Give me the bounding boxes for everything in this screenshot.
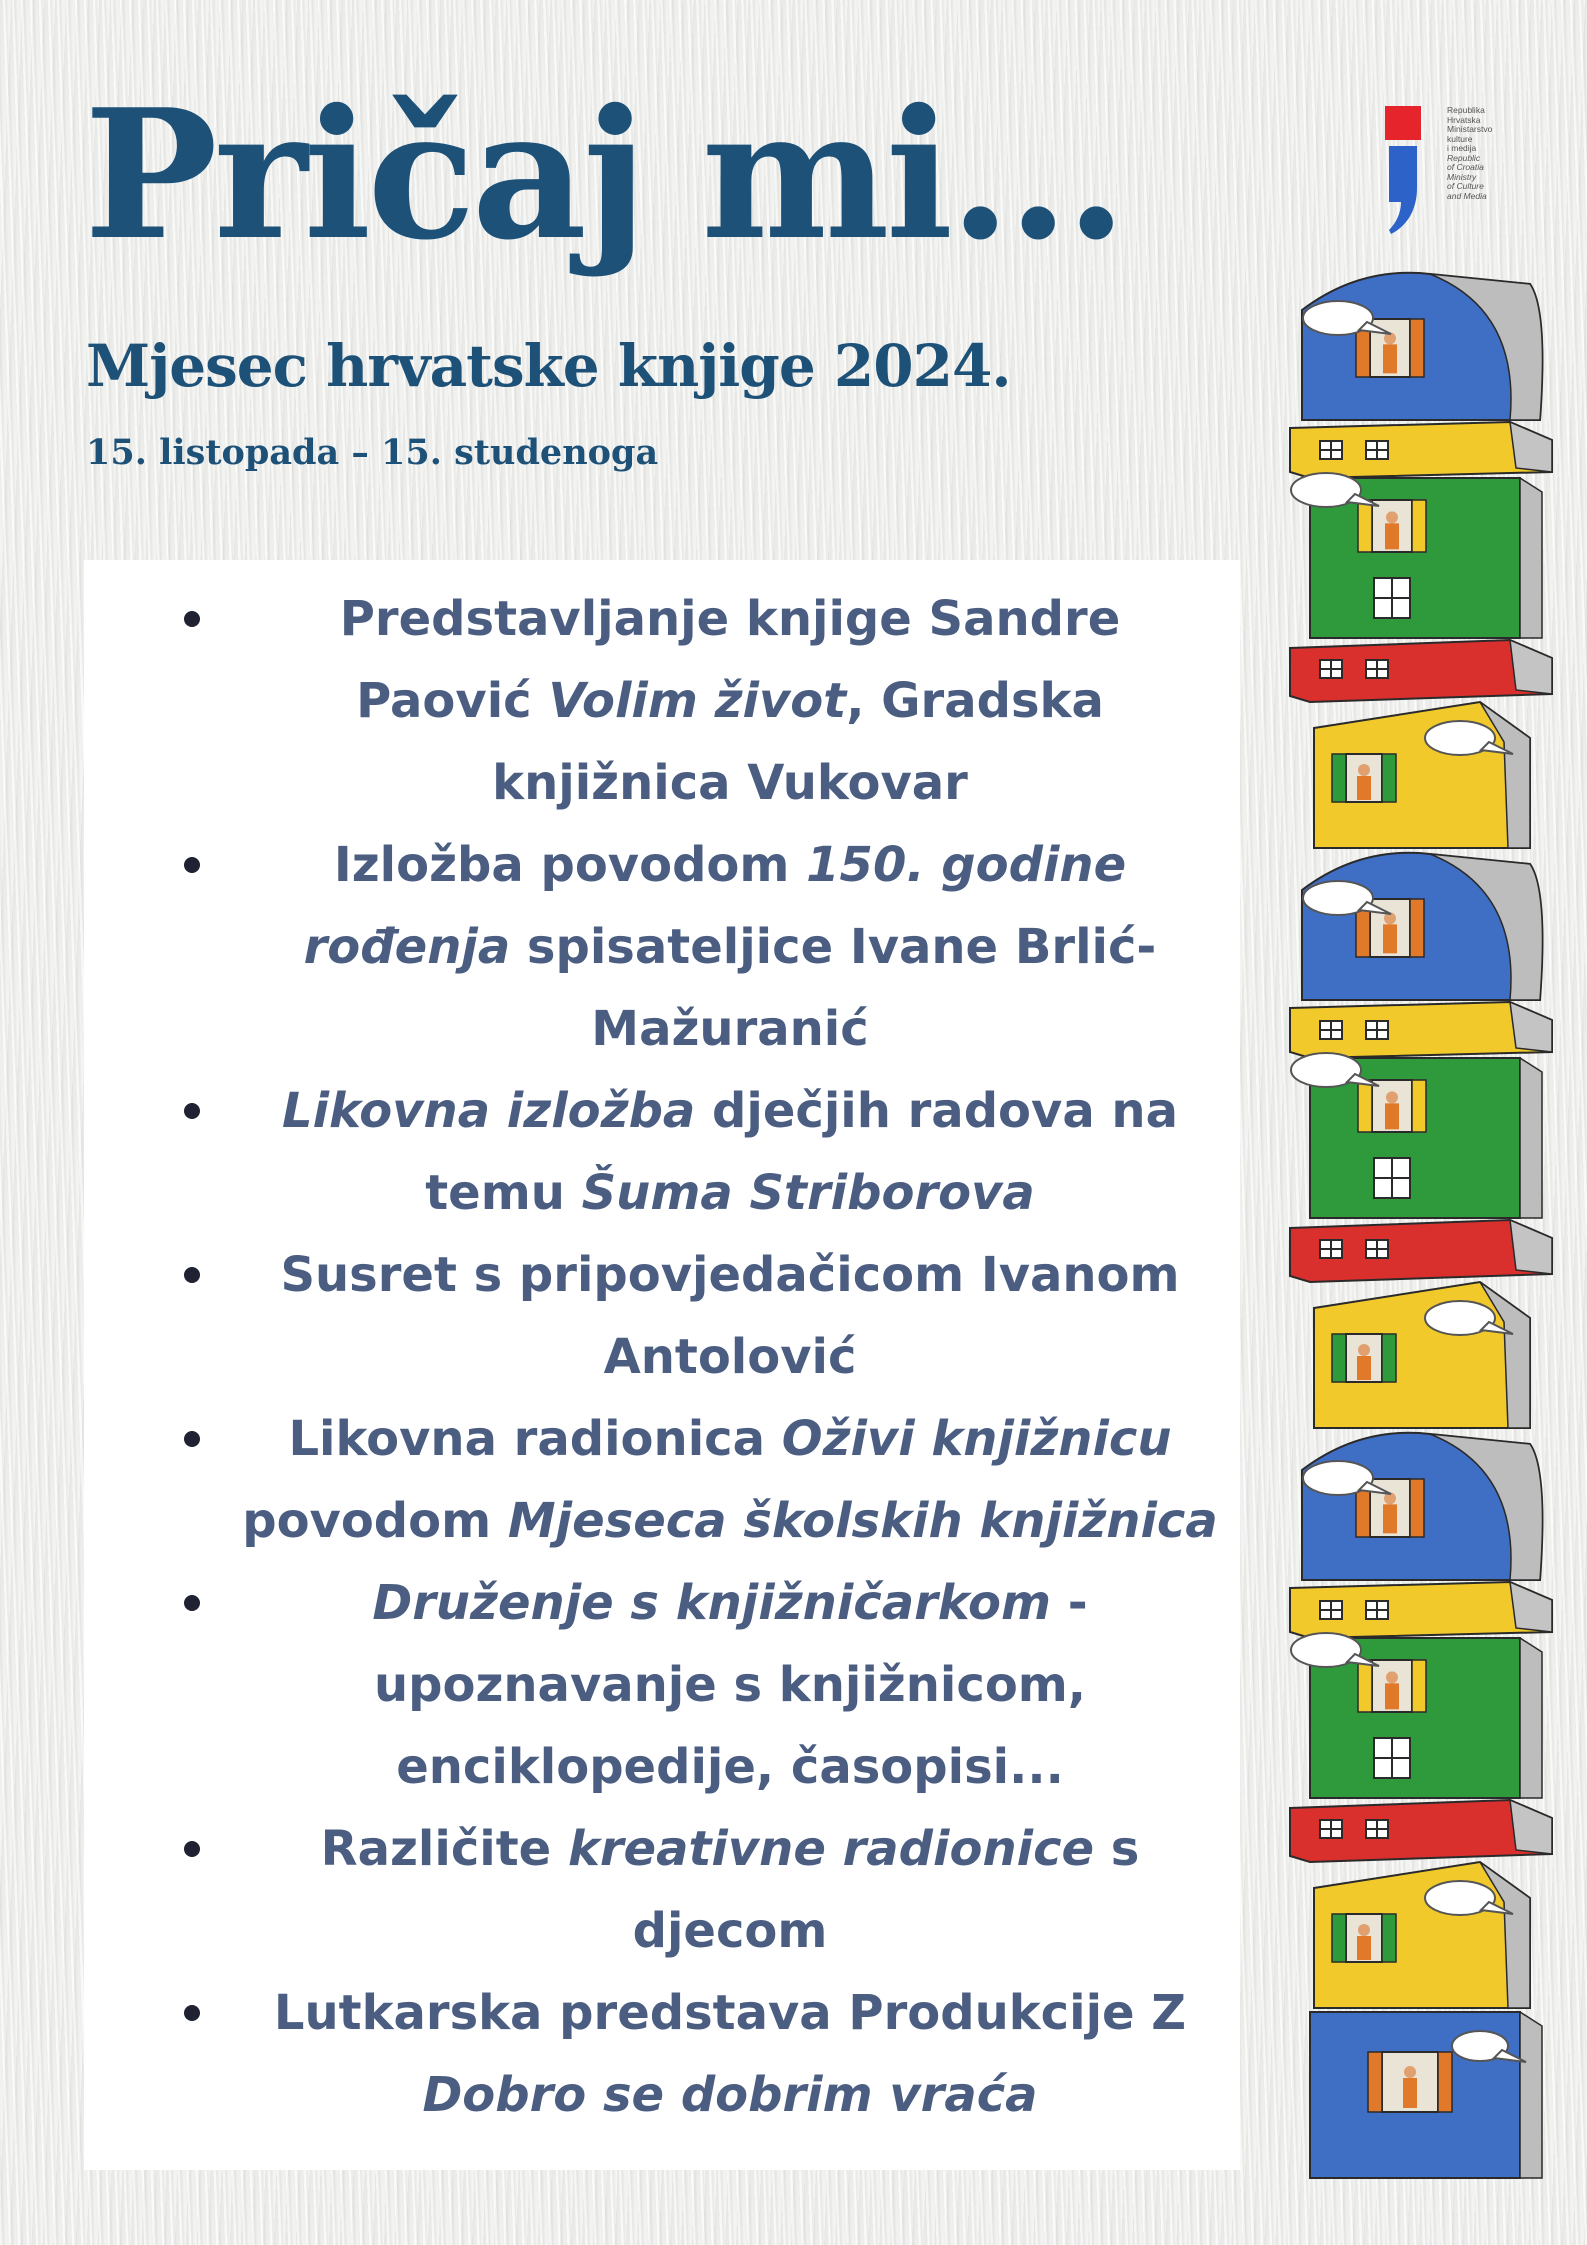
event-text-italic: kreativne radionice (567, 1821, 1095, 1877)
figure-body-icon (1357, 1356, 1371, 1380)
figure-head-icon (1358, 764, 1370, 776)
logo-text-line: Ministry (1447, 171, 1477, 182)
event-text-segment: djecom (632, 1903, 828, 1959)
event-text-italic: rođenja (303, 919, 511, 975)
event-text-italic: Dobro se dobrim vraća (422, 2067, 1038, 2123)
book-pages (1520, 2012, 1542, 2178)
window-shutter (1438, 2052, 1452, 2112)
logo-text-line: Republika (1447, 105, 1485, 115)
logo-red-square-icon (1385, 106, 1421, 140)
event-item (84, 824, 1240, 1070)
logo-text-line: Hrvatska (1447, 114, 1481, 125)
event-text-segment: s (1094, 1821, 1140, 1877)
bullet-icon (184, 1431, 200, 1447)
window-shutter (1412, 1080, 1426, 1132)
event-text-italic: Šuma Striborova (581, 1165, 1035, 1221)
figure-body-icon (1383, 344, 1397, 373)
event-text-segment: Predstavljanje knjige Sandre (339, 591, 1121, 647)
figure-body-icon (1385, 523, 1399, 549)
window-shutter (1410, 1479, 1424, 1537)
event-text-italic: Druženje s knjižničarkom (372, 1575, 1051, 1631)
events-panel (84, 560, 1240, 2170)
logo-text-line: i medija (1447, 143, 1477, 153)
event-text-segment: Susret s pripovjedačicom Ivanom (280, 1247, 1180, 1303)
window-shutter (1382, 754, 1396, 802)
event-text-segment: Antolović (603, 1329, 857, 1385)
figure-body-icon (1357, 1936, 1371, 1960)
event-text-segment: dječjih radova na (695, 1083, 1178, 1139)
logo-text-line: kulture (1447, 133, 1473, 144)
figure-body-icon (1357, 776, 1371, 800)
bullet-icon (184, 1595, 200, 1611)
window-shutter (1358, 500, 1372, 552)
logo-text-line: Ministarstvo (1447, 124, 1493, 134)
figure-body-icon (1385, 1103, 1399, 1129)
logo-comma-icon (1389, 146, 1417, 234)
event-text-segment: Različite (320, 1821, 568, 1877)
page-title: Pričaj mi... (84, 70, 1124, 279)
event-text-segment: temu (425, 1165, 582, 1221)
event-text (230, 1234, 1230, 1398)
event-item (84, 1070, 1240, 1234)
book-houses-illustration (1280, 270, 1570, 2180)
figure-head-icon (1386, 511, 1398, 523)
event-text-segment: upoznavanje s knjižnicom, (373, 1657, 1087, 1713)
event-text-italic: 150. godine (806, 837, 1127, 893)
event-item (84, 1234, 1240, 1398)
event-item (84, 1562, 1240, 1808)
bullet-icon (184, 857, 200, 873)
figure-head-icon (1358, 1344, 1370, 1356)
event-text (230, 578, 1230, 824)
event-text-segment: enciklopedije, časopisi... (396, 1739, 1064, 1795)
event-dates: 15. listopada – 15. studenoga (86, 432, 659, 473)
bullet-icon (184, 1267, 200, 1283)
figure-body-icon (1383, 924, 1397, 953)
window-shutter (1382, 1334, 1396, 1382)
event-text-segment: Lutkarska predstava Produkcije Z (273, 1985, 1187, 2041)
event-item (84, 1398, 1240, 1562)
window-shutter (1332, 754, 1346, 802)
window-shutter (1410, 899, 1424, 957)
events-list (84, 578, 1240, 2136)
logo-text-line: of Culture (1447, 181, 1484, 191)
event-text-italic: Oživi knjižnicu (781, 1411, 1172, 1467)
event-text-segment: Paović (356, 673, 549, 729)
event-text (230, 824, 1230, 1070)
book-pages (1520, 1638, 1542, 1798)
logo-text-line: and Media (1447, 190, 1487, 201)
event-item (84, 578, 1240, 824)
event-text (230, 1562, 1230, 1808)
window-shutter (1382, 1914, 1396, 1962)
window-shutter (1368, 2052, 1382, 2112)
book-pages (1520, 1058, 1542, 1218)
event-text-italic: Mjeseca školskih knjižnica (507, 1493, 1218, 1549)
event-text (230, 1398, 1230, 1562)
bullet-icon (184, 1103, 200, 1119)
figure-body-icon (1385, 1683, 1399, 1709)
logo-text-line: Republic (1447, 152, 1481, 163)
event-item (84, 1808, 1240, 1972)
event-text-segment: Likovna radionica (288, 1411, 782, 1467)
book-pages (1510, 1582, 1552, 1632)
book-pages (1510, 1002, 1552, 1052)
window-shutter (1358, 1660, 1372, 1712)
event-text (230, 1808, 1230, 1972)
window-shutter (1410, 319, 1424, 377)
ministry-logo (1385, 106, 1505, 236)
figure-head-icon (1386, 1671, 1398, 1683)
bullet-icon (184, 2005, 200, 2021)
figure-head-icon (1358, 1924, 1370, 1936)
figure-body-icon (1403, 2078, 1417, 2108)
book-pages (1520, 478, 1542, 638)
logo-text-line: of Croatia (1447, 162, 1484, 172)
window-shutter (1332, 1914, 1346, 1962)
window-shutter (1412, 1660, 1426, 1712)
event-text-segment: povodom (242, 1493, 508, 1549)
page-subtitle: Mjesec hrvatske knjige 2024. (86, 332, 1011, 400)
event-text-segment: spisateljice Ivane Brlić- (510, 919, 1157, 975)
event-text-segment: , Gradska (846, 673, 1104, 729)
window-shutter (1332, 1334, 1346, 1382)
bullet-icon (184, 1841, 200, 1857)
event-text (230, 1070, 1230, 1234)
bullet-icon (184, 611, 200, 627)
window-shutter (1358, 1080, 1372, 1132)
event-text-segment: - (1051, 1575, 1088, 1631)
figure-head-icon (1404, 2066, 1416, 2078)
event-text-segment: Mažuranić (591, 1001, 869, 1057)
event-text-italic: Likovna izložba (282, 1083, 696, 1139)
logo-text (1447, 106, 1507, 201)
event-text (230, 1972, 1230, 2136)
window-shutter (1412, 500, 1426, 552)
event-text-italic: Volim život (548, 673, 847, 729)
event-text-segment: Izložba povodom (333, 837, 807, 893)
book-pages (1510, 422, 1552, 472)
event-item (84, 1972, 1240, 2136)
event-text-segment: knjižnica Vukovar (492, 755, 968, 811)
figure-head-icon (1386, 1091, 1398, 1103)
figure-body-icon (1383, 1504, 1397, 1533)
